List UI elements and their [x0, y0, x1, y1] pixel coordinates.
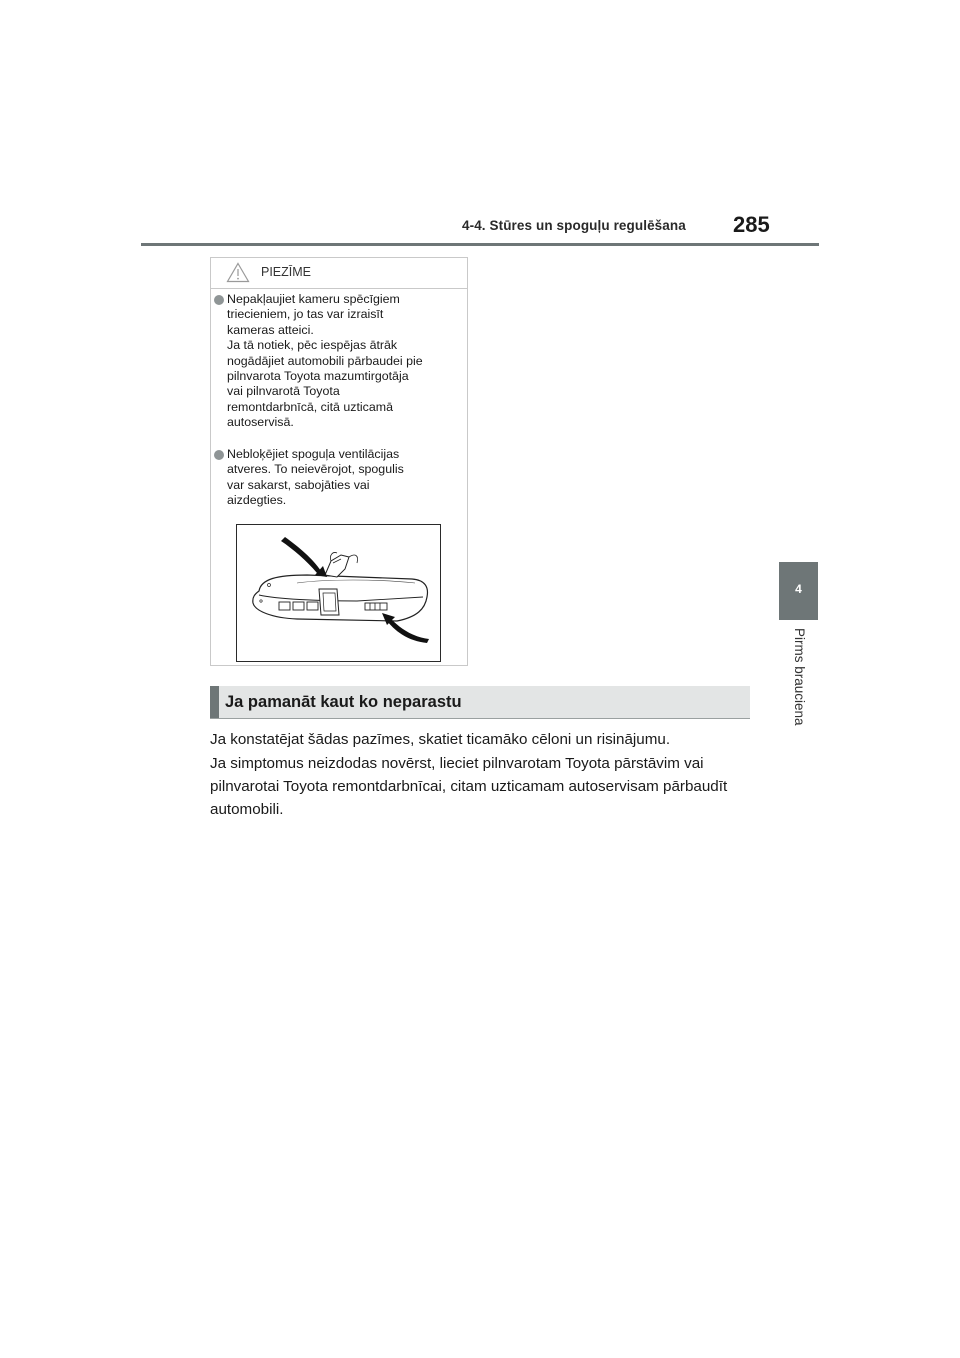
page-number: 285	[733, 212, 770, 237]
notice-header	[211, 258, 467, 289]
chapter-label-container	[779, 628, 818, 743]
header-rule	[141, 243, 819, 246]
notice-item	[214, 447, 464, 509]
chapter-label: Pirms brauciena	[792, 628, 807, 726]
mirror-illustration	[236, 524, 441, 662]
running-header-section-title: 4-4. Stūres un spoguļu regulēšana	[462, 218, 686, 233]
bullet-icon	[214, 295, 224, 305]
rearview-mirror-drawing	[237, 525, 440, 661]
notice-item-text: Nepakļaujiet kameru spēcīgiem triecieniem, jo tas var izraisīt kameras atteici. Ja tā notiek, pēc iespējas ātrāk nogādājiet automobili pārbaudei pie pilnvarota Toyota mazumtirgotāja vai pilnvarotā Toyota remontdarbnīcā, citā uzticamā autoservisā.	[227, 292, 423, 430]
bullet-icon	[214, 450, 224, 460]
chapter-tab	[779, 562, 818, 620]
notice-item	[214, 292, 464, 431]
section-title: Ja pamanāt kaut ko neparastu	[225, 693, 462, 711]
notice-item-text: Nebloķējiet spoguļa ventilācijas atveres. To neievērojot, spogulis var sakarst, sabojāties vai aizdegties.	[227, 447, 404, 508]
body-paragraph: Ja konstatējat šādas pazīmes, skatiet ticamāko cēloni un risinājumu.	[210, 731, 671, 748]
chapter-number: 4	[795, 582, 802, 596]
section-heading-bar	[210, 686, 750, 719]
body-paragraph: Ja simptomus neizdodas novērst, lieciet pilnvarotam Toyota pārstāvim vai pilnvarotai Toyota remontdarbnīcai, citam uzticamam autoservisam pārbaudīt automobili.	[210, 755, 728, 818]
section-accent	[210, 686, 219, 718]
notice-box	[210, 257, 468, 666]
warning-triangle-icon	[226, 262, 250, 283]
notice-title: PIEZĪME	[261, 265, 312, 279]
